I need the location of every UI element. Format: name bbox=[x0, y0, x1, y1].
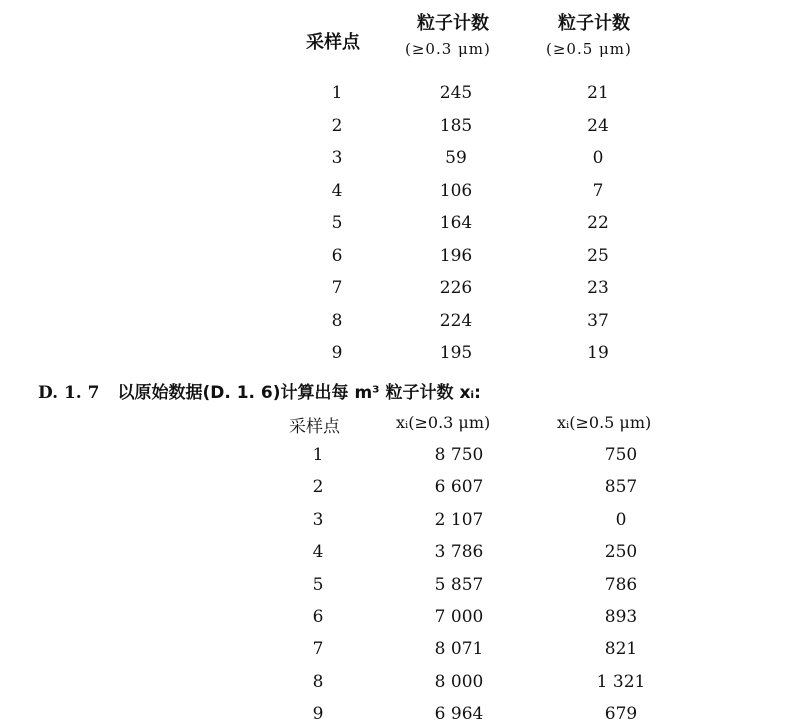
count-03-cell: 226 bbox=[439, 278, 473, 298]
count-05-cell: 786 bbox=[604, 574, 638, 595]
count-03-cell: 7 000 bbox=[434, 607, 484, 627]
count-05-cell: 19 bbox=[587, 343, 609, 363]
count-03-cell: 3 786 bbox=[434, 542, 484, 563]
table1-header-sampling-point: 采样点 bbox=[306, 32, 360, 53]
count-03-cell: 185 bbox=[439, 115, 473, 136]
sampling-point-cell: 6 bbox=[331, 245, 343, 266]
table1-header-count-03-range: (≥0.3 μm) bbox=[405, 40, 491, 58]
count-03-cell: 196 bbox=[439, 245, 473, 266]
count-03-cell: 8 000 bbox=[434, 671, 484, 692]
count-03-cell: 5 857 bbox=[434, 574, 484, 595]
table2-header-xi-03: xᵢ(≥0.3 μm) bbox=[396, 413, 491, 432]
count-05-cell: 22 bbox=[587, 213, 609, 233]
count-03-cell: 2 107 bbox=[434, 509, 484, 530]
section-heading bbox=[38, 378, 481, 403]
sampling-point-cell: 2 bbox=[331, 115, 343, 136]
sampling-point-cell: 8 bbox=[331, 310, 343, 331]
count-03-cell: 6 607 bbox=[434, 477, 484, 498]
count-05-cell: 857 bbox=[604, 477, 638, 498]
count-05-cell: 750 bbox=[604, 445, 638, 465]
count-03-cell: 106 bbox=[439, 180, 473, 201]
sampling-point-cell: 4 bbox=[312, 542, 324, 563]
count-05-cell: 250 bbox=[604, 542, 638, 563]
sampling-point-cell: 1 bbox=[331, 83, 343, 103]
count-03-cell: 224 bbox=[439, 310, 473, 331]
count-05-cell: 24 bbox=[587, 115, 609, 136]
table1-header-count-05-title: 粒子计数 bbox=[558, 13, 630, 34]
count-03-cell: 195 bbox=[439, 343, 473, 363]
section-number: D. 1. 7 bbox=[38, 383, 100, 403]
sampling-point-cell: 3 bbox=[331, 148, 343, 168]
sampling-point-cell: 1 bbox=[312, 445, 324, 465]
sampling-point-cell: 8 bbox=[312, 671, 324, 692]
table2-header-sampling-point: 采样点 bbox=[289, 417, 340, 437]
count-03-cell: 59 bbox=[445, 148, 467, 168]
sampling-point-cell: 7 bbox=[312, 639, 324, 660]
table1-header-count-05-range: (≥0.5 μm) bbox=[546, 40, 632, 58]
count-05-cell: 0 bbox=[615, 509, 627, 530]
count-05-cell: 1 321 bbox=[596, 671, 646, 692]
count-05-cell: 679 bbox=[604, 704, 638, 725]
sampling-point-cell: 4 bbox=[331, 180, 343, 201]
count-03-cell: 164 bbox=[439, 213, 473, 233]
count-03-cell: 8 750 bbox=[434, 445, 484, 465]
count-03-cell: 8 071 bbox=[434, 639, 484, 660]
sampling-point-cell: 9 bbox=[312, 704, 324, 725]
sampling-point-cell: 6 bbox=[312, 607, 324, 627]
count-05-cell: 821 bbox=[604, 639, 638, 660]
sampling-point-cell: 5 bbox=[312, 574, 324, 595]
count-05-cell: 25 bbox=[587, 245, 609, 266]
count-05-cell: 7 bbox=[592, 180, 604, 201]
count-03-cell: 6 964 bbox=[434, 704, 484, 725]
count-03-cell: 245 bbox=[439, 83, 473, 103]
count-05-cell: 37 bbox=[587, 310, 609, 331]
sampling-point-cell: 2 bbox=[312, 477, 324, 498]
section-text: 以原始数据(D. 1. 6)计算出每 m³ 粒子计数 xᵢ: bbox=[117, 383, 481, 403]
count-05-cell: 21 bbox=[587, 83, 609, 103]
sampling-point-cell: 9 bbox=[331, 343, 343, 363]
count-05-cell: 893 bbox=[604, 607, 638, 627]
sampling-point-cell: 5 bbox=[331, 213, 343, 233]
sampling-point-cell: 3 bbox=[312, 509, 324, 530]
count-05-cell: 0 bbox=[592, 148, 604, 168]
table1-header-count-03-title: 粒子计数 bbox=[417, 13, 489, 34]
table2-header-xi-05: xᵢ(≥0.5 μm) bbox=[557, 413, 652, 432]
sampling-point-cell: 7 bbox=[331, 278, 343, 298]
count-05-cell: 23 bbox=[587, 278, 609, 298]
